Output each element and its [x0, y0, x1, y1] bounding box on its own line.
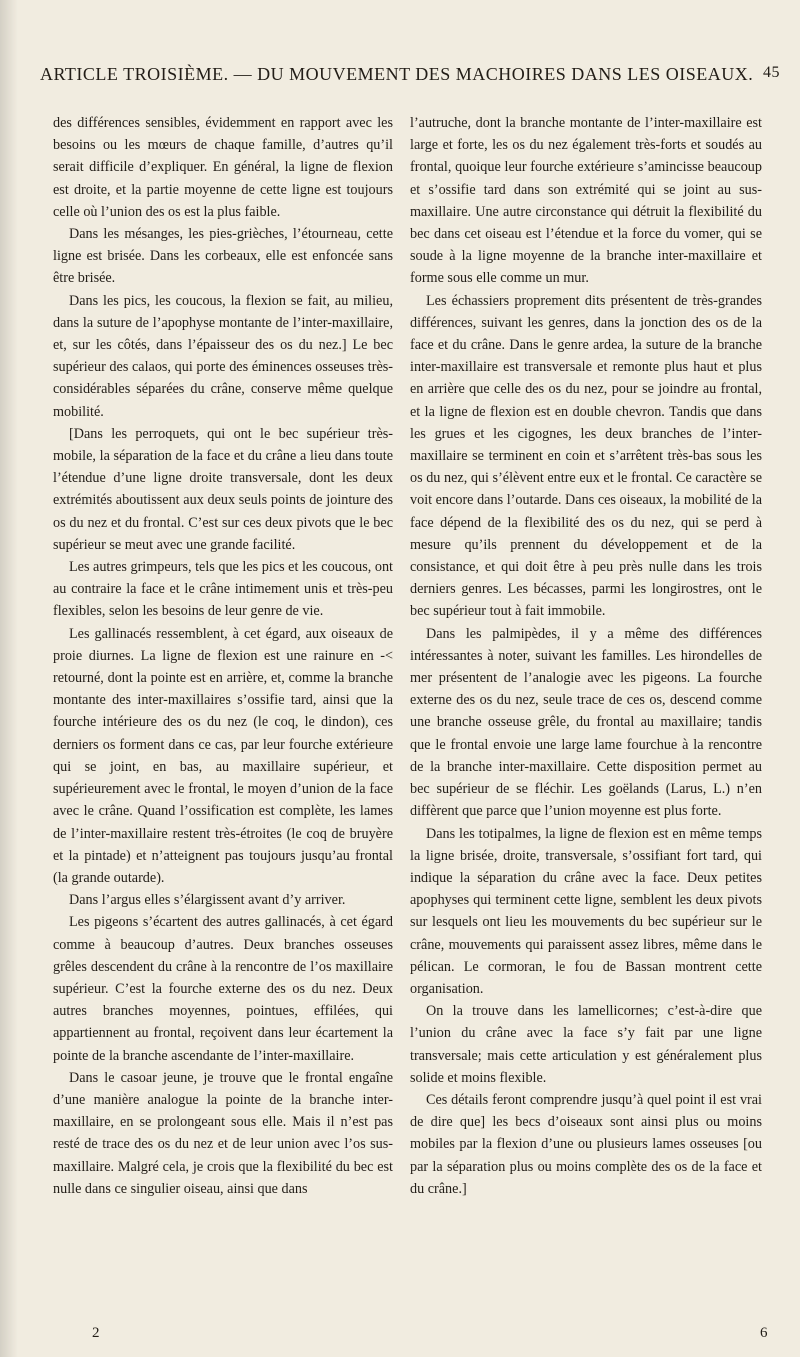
right-column: [410, 112, 762, 1200]
paragraph: Dans les totipalmes, la ligne de flexion est en même temps la ligne brisée, droite, transversale, s’ossifiant fort tard, qui indique la séparation du crâne avec la face. Deux petites apophyses qui terminent cette ligne, semblent les deux pivots sur lesquels ont lieu les mouvements du bec supérieur sur le crâne, mouvements qui paraissent assez libres, même dans le pélican. Le cormoran, le fou de Bassan montrent cette organisation.: [410, 825, 762, 997]
paragraph: Les échassiers proprement dits présentent de très-grandes différences, suivant les genres, dans la jonction des os de la face et du crâne. Dans le genre ardea, la suture de la branche inter-maxillaire est transversale et remonte plus haut et plus en arrière que celle des os du nez, pour se joindre au frontal, et la ligne de flexion est en double chevron. Tandis que dans les grues et les cigognes, les deux branches de l’inter-maxillaire se terminent en coin et s’arrêtent très-bas sous les os du nez, qui s’élèvent entre eux et le frontal. Ce caractère se voit encore dans l’outarde. Dans ces oiseaux, la mobilité de la face dépend de la flexibilité des os du nez, qui se perd à mesure qu’ils prennent du développement et de la consistance, et qui doit être à peu près nulle dans les trois derniers genres. Les bécasses, parmi les longirostres, ont le bec supérieur tout à fait immobile.: [410, 292, 762, 620]
paragraph: des différences sensibles, évidemment en rapport avec les besoins ou les mœurs de chaque famille, d’autres qu’il serait difficile d’expliquer. En général, la ligne de flexion est droite, et la partie moyenne de cette ligne est toujours celle où l’union des os est la plus faible.: [53, 115, 393, 220]
page-edge-shadow: [0, 0, 18, 1357]
paragraph: Dans les palmipèdes, il y a même des différences intéressantes à noter, suivant les familles. Les hirondelles de mer présentent de l’analogie avec les pigeons. La fourche externe des os du nez, seule trace de ces os, descend comme une branche osseuse grêle, du frontal au maxillaire; tandis que le frontal envoie une large lame fourchue à la rencontre de la branche inter-maxillaire. Cette disposition permet au bec supérieur de se fléchir. Les goëlands (Larus, L.) n’en diffèrent que parce que l’union moyenne est plus forte.: [410, 625, 762, 820]
paragraph: Les autres grimpeurs, tels que les pics et les coucous, ont au contraire la face et le crâne intimement unis et très-peu flexibles, selon les besoins de leur genre de vie.: [53, 559, 393, 620]
paragraph: l’autruche, dont la branche montante de l’inter-maxillaire est large et forte, les os du nez également très-forts et soudés au frontal, quoique leur fourche extérieure s’amincisse beaucoup et s’ossifie tard dans son extrémité qui se joint au sus-maxillaire. Une autre circonstance qui détruit la flexibilité du bec dans cet oiseau est l’étendue et la force du vomer, qui se soude à la ligne moyenne de la branche inter-maxillaire et forme sous elle comme un mur.: [410, 115, 762, 287]
left-column: [53, 112, 393, 1200]
running-title: ARTICLE TROISIÈME. — DU MOUVEMENT DES MACHOIRES DANS LES OISEAUX.: [40, 64, 754, 84]
paragraph: [Dans les perroquets, qui ont le bec supérieur très-mobile, la séparation de la face et du crâne a lieu dans toute l’étendue d’une ligne droite transversale, dont les deux extrémités aboutissent aux deux seuls points de jointure des os du nez et du frontal. C’est sur ces deux pivots que le bec supérieur se meut avec une grande facilité.: [53, 425, 393, 553]
running-header: [40, 64, 780, 85]
page-number: 45: [763, 64, 780, 81]
paragraph: On la trouve dans les lamellicornes; c’est-à-dire que l’union du crâne avec la face s’y fait par une ligne transversale; mais cette articulation y est généralement plus solide et moins flexible.: [410, 1003, 762, 1086]
paragraph: Ces détails feront comprendre jusqu’à quel point il est vrai de dire que] les becs d’oiseaux sont ainsi plus ou moins mobiles par la flexion d’une ou plusieurs lames osseuses [ou par la séparation plus ou moins complète des os de la face et du crâne.]: [410, 1091, 762, 1197]
paragraph: Dans le casoar jeune, je trouve que le frontal engaîne d’une manière analogue la pointe de la branche inter-maxillaire, en se prolongeant sous elle. Mais il n’est pas resté de trace des os du nez et de leur union avec l’os sus-maxillaire. Malgré cela, je crois que la flexibilité du bec est nulle dans ce singulier oiseau, ainsi que dans: [53, 1069, 393, 1197]
signature-mark-left: 2: [92, 1325, 100, 1341]
paragraph: Les gallinacés ressemblent, à cet égard, aux oiseaux de proie diurnes. La ligne de flexion est une rainure en -< retourné, dont la pointe est en arrière, et, comme la branche montante des inter-maxillaires s’ossifie tard, ainsi que la fourche intérieure des os du nez (le coq, le dindon), ces derniers os forment dans ce cas, par leur fourche extérieure qui se joint, en bas, au maxillaire supérieur, et supérieurement avec le frontal, le moyen d’union de la face avec le crâne. Quand l’ossification est complète, les lames de l’inter-maxillaire restent très-étroites (le coq de bruyère et la pintade) et n’atteignent pas toujours jusqu’au frontal (la grande outarde).: [53, 625, 393, 886]
paragraph: Les pigeons s’écartent des autres gallinacés, à cet égard comme à beaucoup d’autres. Deux branches osseuses grêles descendent du crâne à la rencontre de l’os maxillaire supérieur. C’est la fourche externe des os du nez. Deux autres branches moyennes, pointues, effilées, qui appartiennent au frontal, reçoivent dans leur écartement la pointe de la branche ascendante de l’inter-maxillaire.: [53, 914, 393, 1064]
paragraph: Dans les mésanges, les pies-grièches, l’étourneau, cette ligne est brisée. Dans les corbeaux, elle est enfoncée sans être brisée.: [53, 226, 393, 287]
paragraph: Dans les pics, les coucous, la flexion se fait, au milieu, dans la suture de l’apophyse montante de l’inter-maxillaire, et, sur les côtés, dans l’épaisseur des os du nez.] Le bec supérieur des calaos, qui porte des éminences osseuses très-considérables séparées du crâne, conserve même quelque mobilité.: [53, 292, 393, 420]
signature-mark-right: 6: [760, 1325, 768, 1341]
paragraph: Dans l’argus elles s’élargissent avant d’y arriver.: [69, 892, 346, 909]
